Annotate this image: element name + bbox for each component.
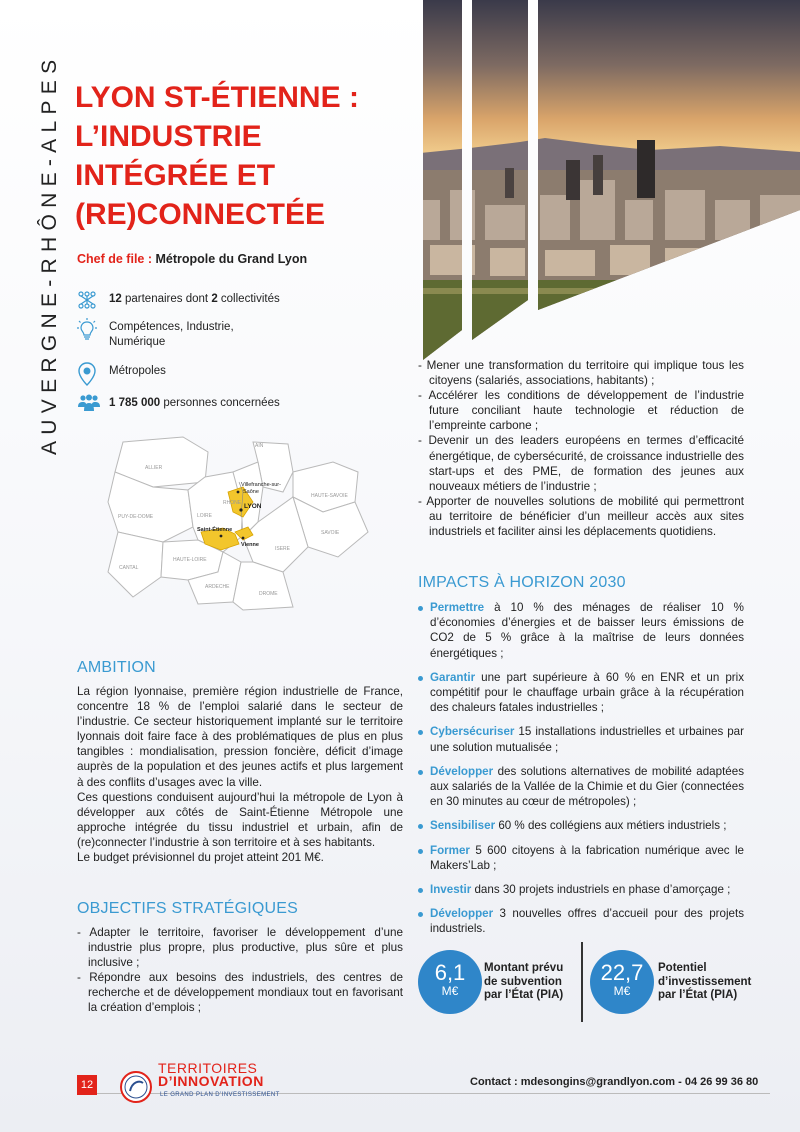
impact-item bbox=[418, 600, 744, 661]
territory-text: Métropoles bbox=[109, 365, 166, 377]
map-point-saint-etienne bbox=[220, 535, 223, 538]
map-label-allier: ALLIER bbox=[145, 465, 163, 471]
map-point-lyon bbox=[239, 508, 242, 511]
brand-bottom: D’INNOVATION bbox=[158, 1073, 264, 1089]
impact-item bbox=[418, 882, 744, 897]
map-label-rhone: RHONE bbox=[223, 500, 242, 506]
region-map bbox=[93, 432, 383, 612]
investment-label-line: Potentiel bbox=[658, 962, 707, 974]
impacts-list bbox=[418, 600, 744, 946]
impact-item bbox=[418, 764, 744, 810]
impact-text: 15 installations industrielles et urbaines par une solution mutualisée ; bbox=[430, 725, 744, 754]
impact-keyword: Permettre bbox=[430, 601, 485, 614]
subsidy-circle bbox=[418, 950, 482, 1014]
stats-divider bbox=[581, 942, 583, 1022]
impact-text: 5 600 citoyens à la fabrication numérique avec le Makers’Lab ; bbox=[430, 843, 744, 872]
map-city-vienne: Vienne bbox=[241, 542, 259, 548]
impact-item bbox=[418, 843, 744, 873]
investment-label-line: d’investissement bbox=[658, 975, 752, 988]
impact-text: 3 nouvelles offres d’accueil pour des projets industriels. bbox=[430, 907, 744, 936]
subsidy-label-line: par l’État (PIA) bbox=[484, 989, 564, 1001]
bullet-icon bbox=[418, 770, 423, 775]
subsidy-label bbox=[484, 962, 563, 1003]
people-icon bbox=[77, 394, 101, 412]
partners-text: partenaires dont bbox=[121, 293, 212, 305]
impact-item bbox=[418, 818, 744, 833]
investment-label bbox=[658, 962, 751, 1003]
objective-item: - Apporter de nouvelles solutions de mobilité qui permettront au territoire de bénéficier d’un meilleur accès aux sites industriels et faciliter ainsi les déplacements quotidiens. bbox=[418, 494, 744, 539]
impact-keyword: Garantir bbox=[430, 670, 476, 684]
objectives-col1 bbox=[77, 925, 403, 1016]
subsidy-label-line: de subvention bbox=[484, 975, 562, 988]
objective-item: - Mener une transformation du territoire qui implique tous les citoyens (salariés, associations, habitants) ; bbox=[418, 359, 744, 388]
map-label-haute-loire: HAUTE-LOIRE bbox=[173, 557, 207, 563]
location-pin-icon bbox=[77, 362, 97, 386]
map-label-loire: LOIRE bbox=[197, 513, 213, 519]
impact-keyword: Développer bbox=[430, 907, 494, 921]
page-title bbox=[75, 78, 405, 234]
bullet-icon bbox=[418, 888, 423, 893]
objectives-heading: OBJECTIFS STRATÉGIQUES bbox=[77, 900, 299, 917]
bullet-icon bbox=[418, 849, 423, 854]
impact-item bbox=[418, 906, 744, 936]
impact-text: 60 % des collégiens aux métiers industriels ; bbox=[495, 819, 727, 833]
objective-item: - Devenir un des leaders européens en termes d’efficacité énergétique, de cybersécurité, de croissance industrielle des start-ups et des PME, de formation des jeunes aux nouveaux métiers de l’industrie ; bbox=[418, 434, 744, 493]
brand-top: TERRITOIRES bbox=[158, 1060, 258, 1076]
page-number: 12 bbox=[77, 1075, 97, 1095]
ambition-text bbox=[77, 684, 403, 865]
ambition-paragraph: La région lyonnaise, première région industrielle de France, concentre 18 % de l’emploi salarié dans le secteur de l’industrie. Ce secteur historiquement implanté sur le territoire lyonnais doit faire face à des problématiques de plus en plus tangibles : mondialisation, pression foncière, déficit d’image auprès de la population et des jeunes actifs et plus largement à des conflits d’usages avec la ville. bbox=[77, 685, 403, 789]
map-label-isere: ISERE bbox=[275, 546, 291, 552]
subsidy-label-line: Montant prévu bbox=[484, 962, 564, 974]
objective-item: - Adapter le territoire, favoriser le développement d’une industrie plus propre, plus productive, plus sûre et plus inclusive ; bbox=[77, 926, 403, 970]
map-label-ain: AIN bbox=[255, 443, 264, 449]
map-label-puy-de-dome: PUY-DE-DOME bbox=[118, 514, 154, 520]
subsidy-unit: M€ bbox=[441, 984, 459, 998]
themes-text: Compétences, Industrie, Numérique bbox=[109, 321, 234, 348]
project-lead-label: Chef de file : bbox=[77, 252, 153, 266]
partners-count: 12 bbox=[109, 293, 122, 305]
impact-text: des solutions alternatives de mobilité adaptées aux salariés de la Vallée de la Chimie et du Gier (connectées en 30 minutes au cœur de métropoles) ; bbox=[430, 764, 744, 809]
impact-keyword: Investir bbox=[430, 883, 472, 897]
title-line: INTÉGRÉE ET bbox=[75, 159, 276, 192]
contact-info: Contact : mdesongins@grandlyon.com - 04 26 99 36 80 bbox=[470, 1076, 759, 1088]
collectivities-text: collectivités bbox=[217, 293, 280, 305]
impact-keyword: Développer bbox=[430, 764, 494, 778]
objective-item: - Répondre aux besoins des industriels, des centres de recherche et de développement mondiaux tout en favorisant la création d’emplois ; bbox=[77, 971, 403, 1015]
objective-item: - Accélérer les conditions de développement de l’industrie future conciliant haute technologie et réduction de l’empreinte carbone ; bbox=[418, 389, 744, 433]
lightbulb-icon bbox=[77, 318, 97, 342]
impact-item bbox=[418, 724, 744, 754]
brand-tagline: LE GRAND PLAN D’INVESTISSEMENT bbox=[160, 1092, 280, 1098]
impact-keyword: Cybersécuriser bbox=[430, 725, 515, 739]
impact-item bbox=[418, 670, 744, 716]
region-label: AUVERGNE-RHÔNE-ALPES bbox=[38, 53, 61, 455]
bullet-icon bbox=[418, 912, 423, 917]
title-line: L’INDUSTRIE bbox=[75, 120, 262, 153]
impact-text: une part supérieure à 60 % en ENR et un prix compétitif pour le chauffage urbain grâce à la récupération des chaleurs fatales industrielles ; bbox=[430, 670, 744, 715]
ambition-paragraph: Le budget prévisionnel du projet atteint 201 M€. bbox=[77, 851, 324, 865]
map-city-villefranche-line: Villefranche-sur- bbox=[241, 482, 281, 488]
map-city-lyon: LYON bbox=[244, 503, 262, 510]
impacts-heading: IMPACTS À HORIZON 2030 bbox=[418, 574, 626, 591]
map-city-saint-etienne: Saint-Étienne bbox=[197, 527, 233, 533]
bullet-icon bbox=[418, 606, 423, 611]
map-city-villefranche-line: Saône bbox=[243, 489, 259, 495]
bullet-icon bbox=[418, 730, 423, 735]
subsidy-value: 6,1 bbox=[434, 960, 466, 985]
ambition-paragraph: Ces questions conduisent aujourd’hui la métropole de Lyon à développer aux côtés de Saint-Étienne Métropole une approche intégrée du tissu industriel et urbain, afin de (re)connecter l’industrie à son territoire et à ses habitants. bbox=[77, 790, 403, 849]
title-line: (RE)CONNECTÉE bbox=[75, 198, 326, 231]
network-icon bbox=[77, 290, 97, 310]
investment-unit: M€ bbox=[613, 984, 631, 998]
impact-text: dans 30 projets industriels en phase d’amorçage ; bbox=[471, 883, 731, 897]
ambition-heading: AMBITION bbox=[77, 659, 156, 676]
map-label-ardeche: ARDECHE bbox=[205, 584, 230, 590]
objectives-col2 bbox=[418, 358, 744, 539]
map-point-vienne bbox=[242, 537, 245, 540]
bullet-icon bbox=[418, 824, 423, 829]
collectivities-count: 2 bbox=[211, 293, 218, 305]
project-lead bbox=[77, 252, 307, 266]
population-text: personnes concernées bbox=[160, 397, 280, 409]
impact-keyword: Sensibiliser bbox=[430, 819, 496, 833]
title-line: LYON ST-ÉTIENNE : bbox=[75, 81, 359, 114]
impact-keyword: Former bbox=[430, 843, 470, 857]
population-count: 1 785 000 bbox=[109, 397, 161, 409]
impact-text: à 10 % des ménages de réaliser 10 % d’économies d’énergies et de baisser leurs émissions de CO2 de 5 % grâce à la maîtrise de leurs données énergétiques ; bbox=[430, 601, 744, 660]
map-label-savoie: SAVOIE bbox=[321, 530, 340, 536]
investment-value: 22,7 bbox=[600, 960, 644, 985]
map-label-cantal: CANTAL bbox=[119, 565, 139, 571]
map-point-villefranche bbox=[237, 491, 240, 494]
investment-label-line: par l’État (PIA) bbox=[658, 989, 738, 1001]
investment-circle bbox=[590, 950, 654, 1014]
map-label-haute-savoie: HAUTE-SAVOIE bbox=[311, 493, 348, 499]
project-lead-value: Métropole du Grand Lyon bbox=[155, 252, 308, 266]
bullet-icon bbox=[418, 676, 423, 681]
map-label-drome: DROME bbox=[259, 591, 278, 597]
